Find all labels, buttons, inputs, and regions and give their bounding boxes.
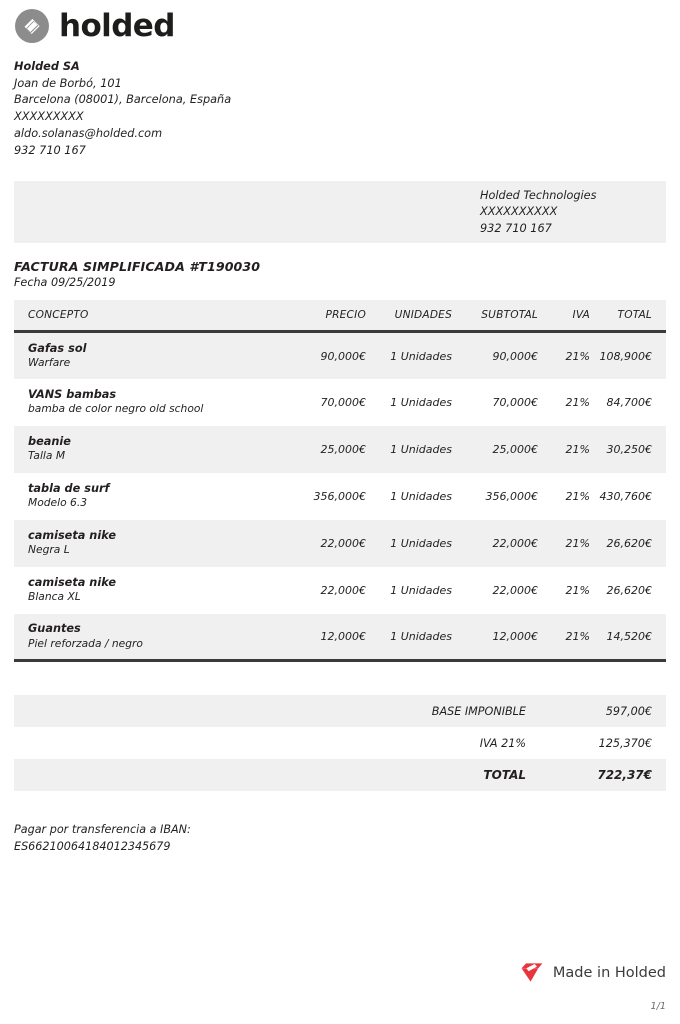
- payment-line-1: Pagar por transferencia a IBAN:: [14, 823, 191, 837]
- column-header-concepto: CONCEPTO: [14, 300, 284, 332]
- holded-diamond-logo-icon: [14, 8, 50, 44]
- totals-value: 125,370€: [598, 736, 652, 750]
- item-description: Modelo 6.3: [28, 496, 88, 510]
- cell-iva: 21%: [565, 349, 590, 363]
- item-name: camiseta nike: [28, 575, 116, 589]
- issuer-name: Holded SA: [14, 60, 80, 73]
- cell-iva: 21%: [565, 442, 590, 456]
- totals-value: 597,00€: [605, 704, 652, 718]
- cell-unidades: 1 Unidades: [390, 442, 452, 456]
- cell-concepto: [14, 332, 284, 379]
- cell-concepto: [14, 614, 284, 661]
- cell-iva: 21%: [565, 630, 590, 644]
- cell-total: 430,760€: [599, 489, 652, 503]
- footer-made-in-holded: [0, 962, 666, 983]
- totals-label: BASE IMPONIBLE: [431, 704, 526, 718]
- brand-wordmark: holded: [59, 7, 175, 44]
- cell-unidades: 1 Unidades: [390, 583, 452, 597]
- cell-precio: 90,000€: [320, 349, 366, 363]
- payment-instructions: [14, 822, 666, 854]
- item-name: VANS bambas: [28, 387, 117, 401]
- table-row: [14, 473, 666, 520]
- issuer-city: Barcelona (08001), Barcelona, España: [14, 93, 232, 107]
- column-header-unidades: UNIDADES: [366, 300, 452, 332]
- table-row: [14, 379, 666, 426]
- cell-precio: 22,000€: [320, 583, 366, 597]
- issuer-phone: 932 710 167: [14, 143, 86, 157]
- item-description: Piel reforzada / negro: [28, 636, 143, 650]
- table-row: [14, 614, 666, 661]
- cell-concepto: [14, 520, 284, 567]
- line-items-table: [14, 300, 666, 662]
- item-description: Warfare: [28, 356, 71, 370]
- table-header-row: [14, 300, 666, 332]
- cell-total: 84,700€: [606, 395, 652, 409]
- brand-header: [14, 0, 666, 46]
- cell-total: 26,620€: [606, 583, 652, 597]
- client-phone: 932 710 167: [480, 221, 552, 235]
- item-name: tabla de surf: [28, 481, 110, 495]
- page-number: 1/1: [650, 1001, 666, 1012]
- cell-iva: 21%: [565, 536, 590, 550]
- invoice-date: Fecha 09/25/2019: [14, 276, 116, 290]
- totals-label: IVA 21%: [479, 736, 526, 750]
- cell-precio: 12,000€: [320, 630, 366, 644]
- cell-precio: 25,000€: [320, 442, 366, 456]
- table-row: [14, 332, 666, 379]
- issuer-tax-id: XXXXXXXXX: [14, 110, 84, 124]
- totals-value: 722,37€: [597, 768, 652, 783]
- item-name: beanie: [28, 434, 71, 448]
- totals-table: [14, 695, 666, 791]
- line-items-header: [14, 300, 666, 332]
- cell-concepto: [14, 473, 284, 520]
- client-name: Holded Technologies: [480, 188, 597, 202]
- cell-unidades: 1 Unidades: [390, 630, 452, 644]
- cell-iva: 21%: [565, 395, 590, 409]
- totals-label: TOTAL: [483, 768, 526, 783]
- invoice-title: FACTURA SIMPLIFICADA #T190030: [14, 259, 261, 275]
- item-name: Guantes: [28, 622, 81, 635]
- cell-concepto: [14, 567, 284, 614]
- totals-row: [14, 727, 666, 759]
- client-tax-id: XXXXXXXXXX: [480, 205, 558, 219]
- totals-row: [14, 759, 666, 791]
- cell-total: 26,620€: [606, 536, 652, 550]
- item-description: Negra L: [28, 543, 70, 557]
- cell-subtotal: 356,000€: [485, 489, 538, 503]
- cell-total: 14,520€: [606, 630, 652, 644]
- item-description: bamba de color negro old school: [28, 402, 204, 416]
- client-band: [14, 181, 666, 243]
- totals-row: [14, 695, 666, 727]
- cell-iva: 21%: [565, 583, 590, 597]
- cell-subtotal: 12,000€: [492, 630, 538, 644]
- client-details: [480, 188, 597, 237]
- column-header-subtotal: SUBTOTAL: [452, 300, 538, 332]
- cell-precio: 70,000€: [320, 395, 366, 409]
- cell-subtotal: 22,000€: [492, 536, 538, 550]
- cell-iva: 21%: [565, 489, 590, 503]
- item-description: Talla M: [28, 449, 66, 463]
- cell-concepto: [14, 426, 284, 473]
- column-header-precio: PRECIO: [284, 300, 366, 332]
- table-row: [14, 520, 666, 567]
- cell-total: 30,250€: [606, 442, 652, 456]
- holded-gem-icon: [520, 962, 544, 983]
- totals-body: [14, 695, 666, 791]
- item-description: Blanca XL: [28, 590, 81, 604]
- table-row: [14, 426, 666, 473]
- cell-subtotal: 90,000€: [492, 349, 538, 363]
- cell-concepto: [14, 379, 284, 426]
- issuer-email: aldo.solanas@holded.com: [14, 126, 163, 140]
- table-row: [14, 567, 666, 614]
- cell-unidades: 1 Unidades: [390, 536, 452, 550]
- cell-subtotal: 70,000€: [492, 395, 538, 409]
- cell-unidades: 1 Unidades: [390, 395, 452, 409]
- footer-text: Made in Holded: [552, 964, 666, 981]
- issuer-details: [14, 59, 666, 159]
- cell-total: 108,900€: [599, 349, 652, 363]
- cell-unidades: 1 Unidades: [390, 489, 452, 503]
- line-items-body: [14, 332, 666, 661]
- cell-subtotal: 22,000€: [492, 583, 538, 597]
- cell-subtotal: 25,000€: [492, 442, 538, 456]
- item-name: camiseta nike: [28, 528, 116, 542]
- cell-precio: 356,000€: [313, 489, 366, 503]
- cell-precio: 22,000€: [320, 536, 366, 550]
- column-header-iva: IVA: [538, 300, 590, 332]
- payment-iban: ES66210064184012345679: [14, 839, 171, 853]
- issuer-address: Joan de Borbó, 101: [14, 76, 122, 90]
- cell-unidades: 1 Unidades: [390, 349, 452, 363]
- item-name: Gafas sol: [28, 341, 87, 355]
- column-header-total: TOTAL: [590, 300, 666, 332]
